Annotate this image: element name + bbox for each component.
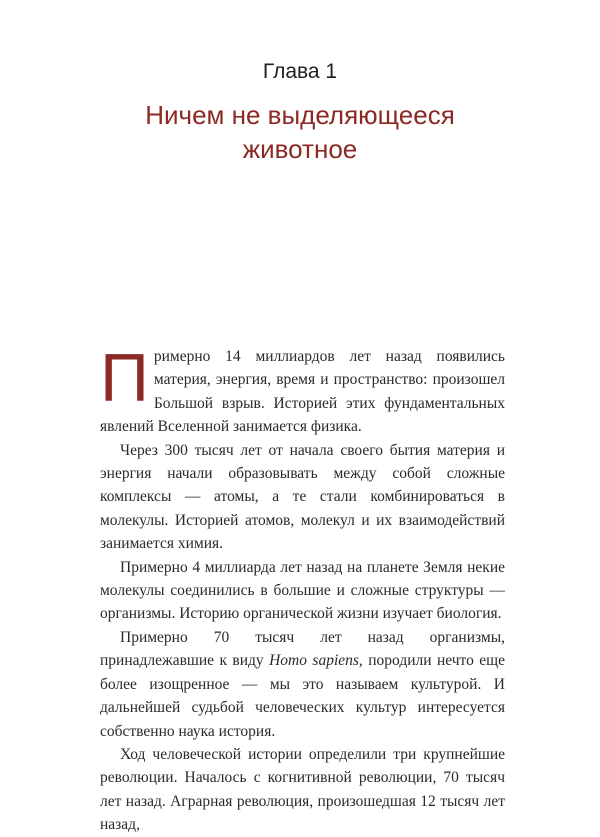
paragraph-4	[100, 626, 505, 743]
paragraph-4-text-start: Примерно 70 тысяч лет назад организмы, принадлежавшие к виду	[100, 628, 505, 670]
paragraph-1-text: римерно 14 миллиардов лет назад появились материя, энергия, время и пространство: произошел Большой взрыв. Историей этих фундаментальных явлений Вселенной занимается физика.	[100, 348, 505, 436]
paragraph-5: Ход человеческой истории определили три крупнейшие революции. Началось с когнитивной революции, 70 тысяч лет назад. Аграрная революция, произошедшая 12 тысяч лет назад,	[100, 745, 505, 834]
chapter-title	[0, 98, 600, 166]
chapter-title-line-1: Ничем не выделяющееся	[145, 100, 455, 130]
body-text	[100, 340, 505, 837]
paragraph-3: Примерно 4 миллиарда лет назад на планете Земля некие молекулы соединились в большие и сложные структуры — организмы. Историю органической жизни изучает биология.	[100, 558, 505, 623]
chapter-title-line-2: животное	[242, 134, 358, 164]
paragraph-4-text-end: , породили нечто еще более изощренное — мы это называем культурой. И дальнейшей судьбой человеческих культур интересуется собственно наука история.	[100, 652, 505, 740]
paragraph-2: Через 300 тысяч лет от начала своего бытия материя и энергия начали образовывать между собой сложные комплексы — атомы, а те стали комбинироваться в молекулы. Историей атомов, молекул и их взаимодействий занимается химия.	[100, 441, 505, 553]
drop-cap: П	[100, 340, 149, 416]
species-name: Homo sapiens	[269, 652, 359, 670]
paragraph-1	[100, 340, 505, 439]
chapter-label: Глава 1	[262, 60, 338, 83]
